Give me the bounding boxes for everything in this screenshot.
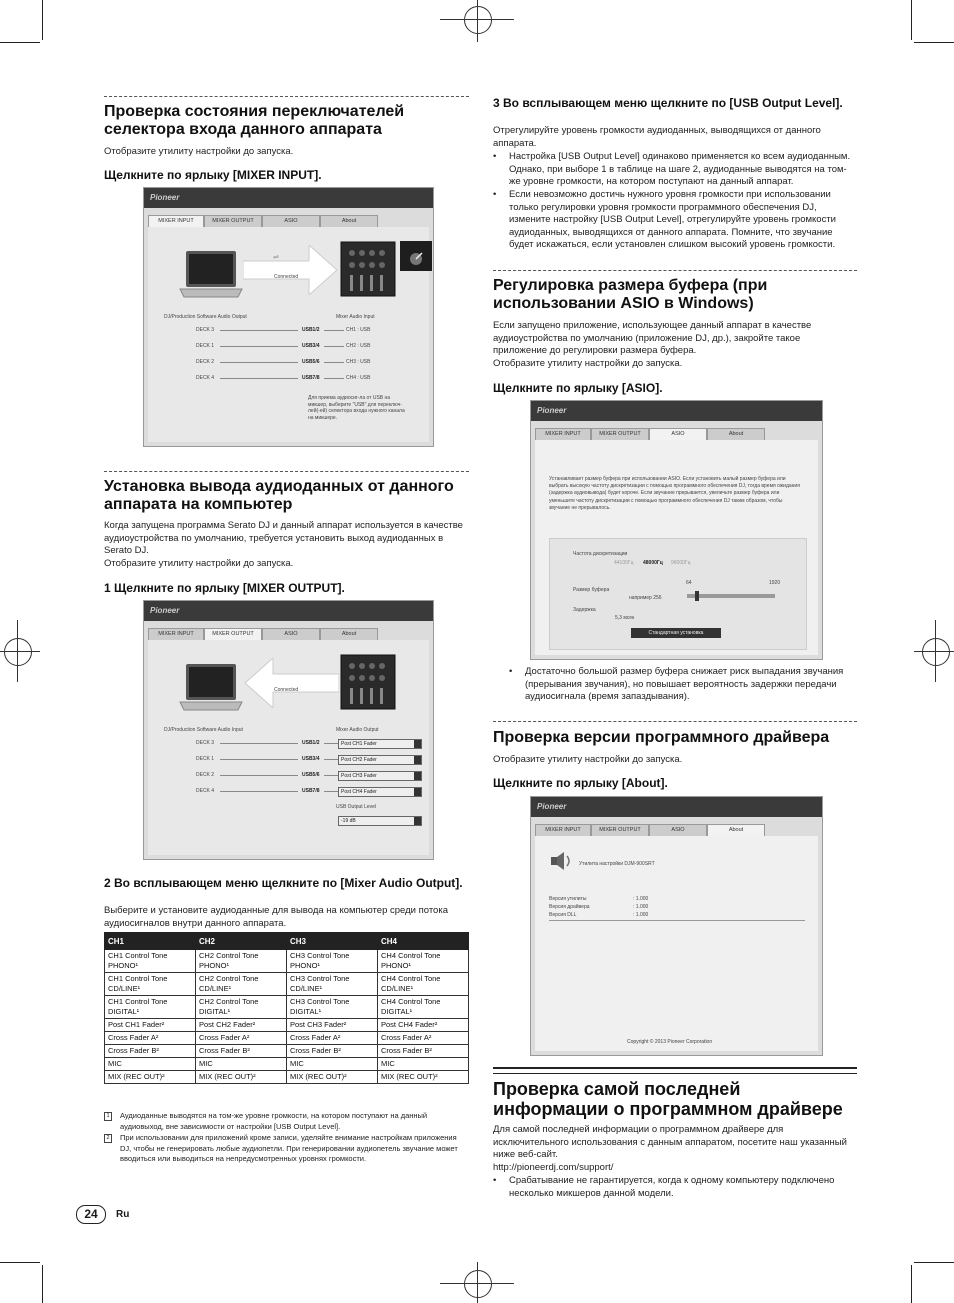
table-cell: CH4 Control Tone PHONO¹ [378,950,469,973]
mixer-audio-output-select[interactable] [338,739,422,749]
page-number-badge [76,1205,106,1224]
select-value: Post CH1 Fader [341,741,377,747]
table-cell: MIX (REC OUT)² [105,1071,196,1084]
usb-label: USB3/4 [302,756,320,762]
speaker-icon [549,850,573,872]
table-cell: Cross Fader A² [378,1032,469,1045]
tab-mixer-output[interactable]: MIXER OUTPUT [204,628,262,641]
table-header: CH2 [196,933,287,950]
mixer-icon [340,241,396,297]
footnote-text: При использовании для приложений кроме записи, уделяйте внимание настройкам приложения DJ, чтобы не генерировать любые аудиопетли. При генерировании аудиопетель звучание может вводиться или выводиться на непредусмотренных уровнях громкости. [120,1133,458,1163]
mixer-icon [340,654,396,710]
pioneer-logo: Pioneer [537,406,567,415]
table-cell: MIC [378,1058,469,1071]
buffer-min: 64 [686,580,692,586]
section-title-driver-version: Проверка версии программного драйвера [493,729,830,746]
product-name: Утилита настройки DJM-900SRT [579,861,655,867]
buffer-slider-thumb[interactable] [695,591,699,601]
select-value: Post CH3 Fader [341,773,377,779]
audio-output-table [104,932,469,1084]
paragraph: Выберите и установите аудиоданные для вывода на компьютер среди потока аудиосигналов внутри данного аппарата. [104,905,448,929]
table-cell: Cross Fader A² [287,1032,378,1045]
tab-asio[interactable]: ASIO [649,824,707,837]
tab-mixer-input[interactable]: MIXER INPUT [148,628,204,641]
table-cell: Cross Fader B² [287,1045,378,1058]
table-cell: CH4 Control Tone CD/LINE¹ [378,973,469,996]
left-title: DJ/Production Software Audio Input [164,727,243,733]
footnote-number: 1 [104,1112,112,1121]
tab-mixer-input[interactable]: MIXER INPUT [148,215,204,228]
tab-about[interactable]: About [320,215,378,228]
table-row [105,1019,469,1032]
chevron-down-icon [414,817,421,825]
usb-label: USB3/4 [302,343,320,349]
table-cell: CH2 Control Tone CD/LINE¹ [196,973,287,996]
bullet-item: • Срабатывание не гарантируется, когда к одному компьютеру подключено несколько микшеров данной модели. [493,1175,855,1203]
table-cell: Post CH1 Fader² [105,1019,196,1032]
selector-closeup-icon [400,241,432,271]
default-settings-button[interactable]: Стандартная установка [631,628,721,638]
mixer-audio-output-select[interactable] [338,787,422,797]
select-value: Post CH2 Fader [341,757,377,763]
footnote [104,1111,464,1135]
buffer-example: например 256 [629,595,662,601]
ch-label: CH2 : USB [346,343,371,349]
section-title-input-selector: Проверка состояния переключателей селектора входа данного аппарата [104,103,405,138]
buffer-size-slider[interactable] [687,594,775,598]
version-value: : 1.000 [633,912,649,918]
laptop-icon [178,662,244,712]
table-header: CH1 [105,933,196,950]
step-heading: 3 Во всплывающем меню щелкните по [USB Output Level]. [493,96,843,110]
section-rule [493,1067,857,1074]
table-cell: MIC [105,1058,196,1071]
version-key: Версия DLL [549,912,577,918]
version-key: Версия утилиты [549,896,587,902]
tab-about[interactable]: About [707,428,765,441]
connected-label: Connected [274,274,299,280]
paragraph: Если запущено приложение, использующее данный аппарат в качестве аудиоустройства по умолчанию (приложение DJ, др.), закройте такое приложение до регулировки размера буфера. [493,320,812,357]
usb-output-level-select[interactable] [338,816,422,826]
paragraph: Отобразите утилиту настройки до запуска. [104,146,294,157]
table-header: CH4 [378,933,469,950]
tab-mixer-output[interactable]: MIXER OUTPUT [591,824,649,837]
usb-output-level-label: USB Output Level [336,804,377,810]
language-code: Ru [116,1209,130,1220]
table-row [105,996,469,1019]
mixer-audio-output-select[interactable] [338,771,422,781]
table-cell: Post CH3 Fader² [287,1019,378,1032]
table-cell: CH4 Control Tone DIGITAL¹ [378,996,469,1019]
chevron-down-icon [414,772,421,780]
ch-label: CH3 : USB [346,359,371,365]
mixer-input-screenshot [143,187,434,447]
step-heading: Щелкните по ярлыку [About]. [493,776,668,790]
table-cell: CH3 Control Tone PHONO¹ [287,950,378,973]
bullet-item: • Достаточно большой размер буфера снижает риск выпадания звучания (прерывания звучания), но повышает вероятность задержки передачи аудиосигнала (время запаздывания). [509,666,854,706]
connected-label: Connected [274,687,299,693]
copyright: Copyright © 2013 Pioneer Corporation [627,1039,713,1045]
bullet-text: Достаточно большой размер буфера снижает риск выпадания звучания (прерывания звучания), но повышает вероятность задержки передачи аудиосигнала (время запаздывания). [525,666,844,703]
select-value: Post CH4 Fader [341,789,377,795]
table-cell: CH2 Control Tone PHONO¹ [196,950,287,973]
right-title: Mixer Audio Output [336,727,379,733]
table-cell: CH2 Control Tone DIGITAL¹ [196,996,287,1019]
table-cell: MIC [287,1058,378,1071]
table-row [105,950,469,973]
left-title: DJ/Production Software Audio Output [164,314,247,320]
sample-rate-label: Частота дискретизации [573,551,628,557]
pioneer-logo: Pioneer [150,193,180,202]
table-cell: CH3 Control Tone CD/LINE¹ [287,973,378,996]
table-header: CH3 [287,933,378,950]
table-cell: CH3 Control Tone DIGITAL¹ [287,996,378,1019]
bullet-text: Настройка [USB Output Level] одинаково применяется ко всем аудиоданным. Однако, при выборе 1 в таблице на шаге 2, аудиоданные выводятся на том-же уровне громкости, на котором поступают на данный аппарат. [509,151,851,188]
table-cell: Post CH4 Fader² [378,1019,469,1032]
usb-label: USB7/8 [302,375,320,381]
table-cell: CH1 Control Tone DIGITAL¹ [105,996,196,1019]
tab-mixer-input[interactable]: MIXER INPUT [535,428,591,441]
latency-label: Задержка [573,607,596,613]
step-heading: Щелкните по ярлыку [ASIO]. [493,381,663,395]
version-value: : 1.000 [633,904,649,910]
table-cell: CH1 Control Tone PHONO¹ [105,950,196,973]
table-cell: Post CH2 Fader² [196,1019,287,1032]
table-cell: Cross Fader B² [196,1045,287,1058]
about-screenshot [530,796,823,1056]
step-heading: 1 Щелкните по ярлыку [MIXER OUTPUT]. [104,581,345,595]
usb-label: USB5/6 [302,772,320,778]
footnote [104,1133,464,1183]
paragraph: Когда запущена программа Serato DJ и данный аппарат используется в качестве аудиоустройства по умолчанию, требуется установить выход аудиоданных в Serato DJ. [104,520,463,557]
asio-description: Устанавливает размер буфера при использовании ASIO. Если установить малый размер буфера или выбрать высокую частоту дискретизации с помощью программного обеспечения DJ, тогда время ожидания (задержка аудиовывода) будет короче. Если звучание прерывается, увеличьте размер буфера или уменьшите частоту дискретизации с помощью программного обеспечения DJ таким образом, чтобы звучание не прерывалось. [549,476,800,511]
chevron-down-icon [414,740,421,748]
usb-arrow-left-icon [243,658,339,708]
buffer-max: 1920 [769,580,781,586]
version-key: Версия драйвера [549,904,590,910]
usb-label: USB7/8 [302,788,320,794]
table-header-row [105,933,469,950]
version-value: : 1.000 [633,896,649,902]
table-row [105,1045,469,1058]
mixer-output-screenshot [143,600,434,860]
table-cell: CH1 Control Tone CD/LINE¹ [105,973,196,996]
tab-about[interactable]: About [320,628,378,641]
asio-screenshot [530,400,823,660]
tab-asio[interactable]: ASIO [649,428,707,441]
usb-label: USB5/6 [302,359,320,365]
latency-value: 5,3 мсек [615,615,635,621]
table-cell: Cross Fader A² [196,1032,287,1045]
tab-asio[interactable]: ASIO [262,215,320,228]
laptop-icon [178,249,244,299]
pioneer-logo: Pioneer [150,606,180,615]
chevron-down-icon [414,756,421,764]
deck-label: DECK 1 [196,756,215,762]
table-row [105,1032,469,1045]
paragraph: Отрегулируйте уровень громкости аудиоданных, выводящихся от данного аппарата. [493,125,821,149]
bullet-item: • Настройка [USB Output Level] одинаково применяется ко всем аудиоданным. Однако, при выборе 1 в таблице на шаге 2, аудиоданные выводятся на том-же уровне громкости, на котором поступают на данный аппарат. [493,151,855,191]
table-cell: MIC [196,1058,287,1071]
table-cell: MIX (REC OUT)² [378,1071,469,1084]
deck-label: DECK 2 [196,359,215,365]
svg-text:⇌: ⇌ [273,254,279,261]
footnote-number: 2 [104,1134,112,1143]
paragraph: Отобразите утилиту настройки до запуска. [493,754,683,765]
bullet-text: Если невозможно достичь нужного уровня громкости при использовании только регулировки уровня громкости программного обеспечения DJ, измените настройку [USB Output Level], отрегулируйте уровень громкости аудиоданных, выводящихся от данного аппарата. Помните, что звучание будет искажаться, если установлен слишком высокий уровень громкости. [509,189,836,251]
step-heading: 2 Во всплывающем меню щелкните по [Mixer Audio Output]. [104,876,463,890]
usb-label: USB1/2 [302,327,320,333]
section-title-audio-output: Установка вывода аудиоданных от данного аппарата на компьютер [104,478,454,513]
input-note: Для приема аудиосиг-ла от USB на микшер, выберите "USB" для переключ-лей(-ей) селектора входа нужного канала на микшере. [308,395,405,421]
mixer-audio-output-select[interactable] [338,755,422,765]
ch-label: CH1 : USB [346,327,371,333]
ch-label: CH4 : USB [346,375,371,381]
deck-label: DECK 4 [196,788,215,794]
tab-mixer-output[interactable]: MIXER OUTPUT [204,215,262,228]
paragraph: Отобразите утилиту настройки до запуска. [104,558,294,569]
tab-about[interactable]: About [707,824,765,837]
footnote-text: Аудиоданные выводятся на том-же уровне громкости, на котором поступают на данный аудиовыход, вне зависимости от настройки [USB Output Level]. [120,1111,428,1131]
bullet-item: • Если невозможно достичь нужного уровня громкости при использовании только регулировки уровня громкости программного обеспечения DJ, измените настройку [USB Output Level], отрегулируйте уровень громкости аудиоданных, выводящихся от данного аппарата. Помните, что звучание будет искажаться, если установлен слишком высокий уровень громкости. [493,189,855,253]
buffer-size-label: Размер буфера [573,587,610,593]
paragraph: Для самой последней информации о программном драйвере для исключительного использования с данным аппаратом, посетите наш указанный ниже веб-сайт. [493,1124,847,1161]
table-row [105,1071,469,1084]
deck-label: DECK 4 [196,375,215,381]
section-title-buffer: Регулировка размера буфера (при использовании ASIO в Windows) [493,277,768,312]
table-cell: Cross Fader B² [105,1045,196,1058]
table-cell: MIX (REC OUT)² [287,1071,378,1084]
tab-mixer-input[interactable]: MIXER INPUT [535,824,591,837]
pioneer-logo: Pioneer [537,802,567,811]
sample-rate-option[interactable]: 44100Гц [614,560,634,566]
table-cell: Cross Fader A² [105,1032,196,1045]
table-row [105,1058,469,1071]
table-row [105,973,469,996]
select-value: -19 dB [341,818,356,824]
chevron-down-icon [414,788,421,796]
deck-label: DECK 3 [196,327,215,333]
page-number: 24 [84,1207,98,1221]
tab-mixer-output[interactable]: MIXER OUTPUT [591,428,649,441]
sample-rate-option[interactable]: 96000Гц [671,560,691,566]
deck-label: DECK 3 [196,740,215,746]
table-cell: MIX (REC OUT)² [196,1071,287,1084]
divider [549,920,805,921]
usb-label: USB1/2 [302,740,320,746]
deck-label: DECK 1 [196,343,215,349]
table-cell: Cross Fader B² [378,1045,469,1058]
tab-asio[interactable]: ASIO [262,628,320,641]
bullet-text: Срабатывание не гарантируется, когда к одному компьютеру подключено несколько микшеров данной модели. [509,1175,835,1199]
section-title-latest-info: Проверка самой последней информации о программном драйвере [493,1079,843,1119]
right-title: Mixer Audio Input [336,314,375,320]
step-heading: Щелкните по ярлыку [MIXER INPUT]. [104,168,322,182]
sample-rate-option[interactable]: 48000Гц [643,560,663,566]
usb-arrow-icon [243,245,339,295]
support-link[interactable]: http://pioneerdj.com/support/ [493,1162,614,1173]
deck-label: DECK 2 [196,772,215,778]
paragraph: Отобразите утилиту настройки до запуска. [493,358,683,369]
